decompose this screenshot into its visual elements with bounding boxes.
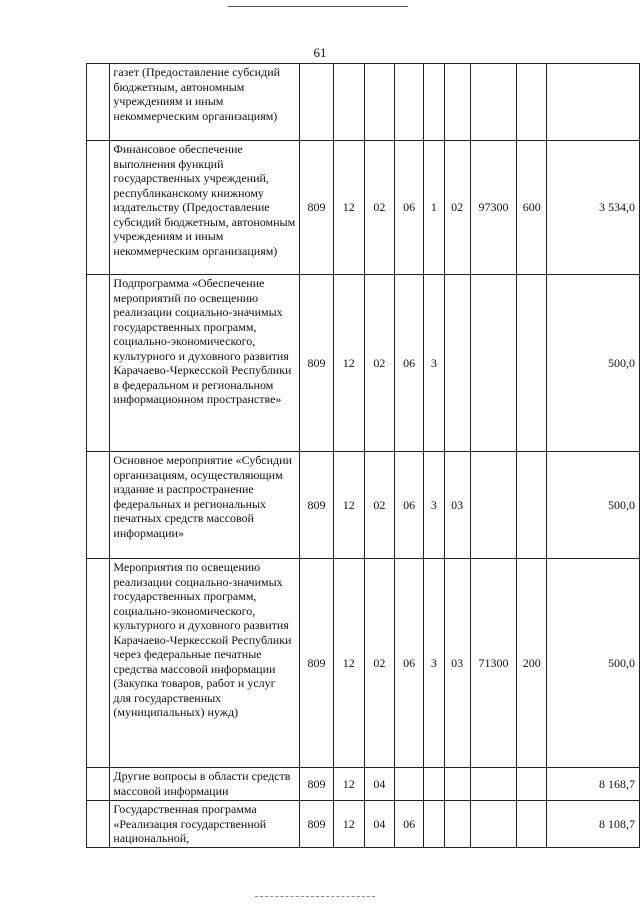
table-row xyxy=(87,801,640,848)
grbs-code-cell: 809 xyxy=(300,275,334,452)
table-row xyxy=(87,452,640,559)
section-code-cell: 12 xyxy=(333,275,364,452)
direction-code-cell xyxy=(470,64,517,141)
subprogram-code-cell xyxy=(423,801,444,848)
expense-type-cell xyxy=(517,452,547,559)
section-code-cell: 12 xyxy=(333,768,364,801)
section-code-cell: 12 xyxy=(333,452,364,559)
item-name-cell: Государственная программа «Реализация государственной национальной, xyxy=(110,801,300,848)
direction-code-cell xyxy=(470,275,517,452)
subprogram-code-cell: 1 xyxy=(423,141,444,275)
direction-code-cell xyxy=(470,452,517,559)
grbs-code-cell: 809 xyxy=(300,141,334,275)
item-name-cell: Финансовое обеспечение выполнения функций государственных учреждений, республиканскому книжному издательству (Предоставление субсидий бюджетным, автономным учреждениям и иным некоммерческим организациям) xyxy=(110,141,300,275)
subprogram-code-cell xyxy=(423,64,444,141)
program-code-cell: 06 xyxy=(395,801,424,848)
subsection-code-cell: 02 xyxy=(364,559,395,768)
subprogram-code-cell: 3 xyxy=(423,559,444,768)
section-code-cell: 12 xyxy=(333,141,364,275)
item-name-cell: Основное мероприятие «Субсидии организациям, осуществляющим издание и распространение федеральных и региональных печатных средств массовой информации» xyxy=(110,452,300,559)
amount-cell: 3 534,0 xyxy=(547,141,640,275)
main-measure-code-cell xyxy=(444,64,470,141)
main-measure-code-cell xyxy=(444,801,470,848)
table-row xyxy=(87,559,640,768)
amount-cell: 8 108,7 xyxy=(547,801,640,848)
row-number-cell xyxy=(87,64,110,141)
subsection-code-cell: 02 xyxy=(364,275,395,452)
amount-cell xyxy=(547,64,640,141)
subsection-code-cell: 02 xyxy=(364,141,395,275)
grbs-code-cell: 809 xyxy=(300,768,334,801)
row-number-cell xyxy=(87,768,110,801)
program-code-cell xyxy=(395,768,424,801)
expense-type-cell xyxy=(517,768,547,801)
direction-code-cell: 97300 xyxy=(470,141,517,275)
item-name-cell: газет (Предоставление субсидий бюджетным, автономным учреждениям и иным некоммерческим организациям) xyxy=(110,64,300,141)
table-row xyxy=(87,141,640,275)
row-number-cell xyxy=(87,801,110,848)
table-row xyxy=(87,64,640,141)
subsection-code-cell: 02 xyxy=(364,452,395,559)
item-name-cell: Подпрограмма «Обеспечение мероприятий по освещению реализации социально-значимых государственных программ, социально-экономического, культурного и духовного развития Карачаево-Черкесской Республики в федеральном и региональном информационном пространстве» xyxy=(110,275,300,452)
row-number-cell xyxy=(87,141,110,275)
section-code-cell xyxy=(333,64,364,141)
subprogram-code-cell: 3 xyxy=(423,452,444,559)
row-number-cell xyxy=(87,452,110,559)
bottom-rule xyxy=(255,896,375,898)
direction-code-cell: 71300 xyxy=(470,559,517,768)
expense-type-cell: 200 xyxy=(517,559,547,768)
table-row xyxy=(87,275,640,452)
table-row xyxy=(87,768,640,801)
program-code-cell: 06 xyxy=(395,452,424,559)
main-measure-code-cell: 03 xyxy=(444,559,470,768)
main-measure-code-cell: 03 xyxy=(444,452,470,559)
subprogram-code-cell xyxy=(423,768,444,801)
grbs-code-cell: 809 xyxy=(300,559,334,768)
expense-type-cell xyxy=(517,64,547,141)
budget-table xyxy=(86,63,640,848)
grbs-code-cell xyxy=(300,64,334,141)
main-measure-code-cell: 02 xyxy=(444,141,470,275)
subprogram-code-cell: 3 xyxy=(423,275,444,452)
top-rule xyxy=(228,6,408,7)
item-name-cell: Мероприятия по освещению реализации социально-значимых государственных программ, социально-экономического, культурного и духовного развития Карачаево-Черкесской Республики через федеральные печатные средства массовой информации (Закупка товаров, работ и услуг для государственных (муниципальных) нужд) xyxy=(110,559,300,768)
expense-type-cell xyxy=(517,275,547,452)
subsection-code-cell xyxy=(364,64,395,141)
amount-cell: 500,0 xyxy=(547,275,640,452)
expense-type-cell xyxy=(517,801,547,848)
grbs-code-cell: 809 xyxy=(300,801,334,848)
main-measure-code-cell xyxy=(444,768,470,801)
direction-code-cell xyxy=(470,768,517,801)
row-number-cell xyxy=(87,559,110,768)
amount-cell: 500,0 xyxy=(547,452,640,559)
item-name-cell: Другие вопросы в области средств массовой информации xyxy=(110,768,300,801)
subsection-code-cell: 04 xyxy=(364,768,395,801)
program-code-cell: 06 xyxy=(395,559,424,768)
section-code-cell: 12 xyxy=(333,559,364,768)
page-number: 61 xyxy=(313,45,327,60)
expense-type-cell: 600 xyxy=(517,141,547,275)
program-code-cell: 06 xyxy=(395,275,424,452)
subsection-code-cell: 04 xyxy=(364,801,395,848)
main-measure-code-cell xyxy=(444,275,470,452)
grbs-code-cell: 809 xyxy=(300,452,334,559)
section-code-cell: 12 xyxy=(333,801,364,848)
program-code-cell: 06 xyxy=(395,141,424,275)
amount-cell: 8 168,7 xyxy=(547,768,640,801)
row-number-cell xyxy=(87,275,110,452)
direction-code-cell xyxy=(470,801,517,848)
table-body xyxy=(87,64,640,848)
amount-cell: 500,0 xyxy=(547,559,640,768)
program-code-cell xyxy=(395,64,424,141)
